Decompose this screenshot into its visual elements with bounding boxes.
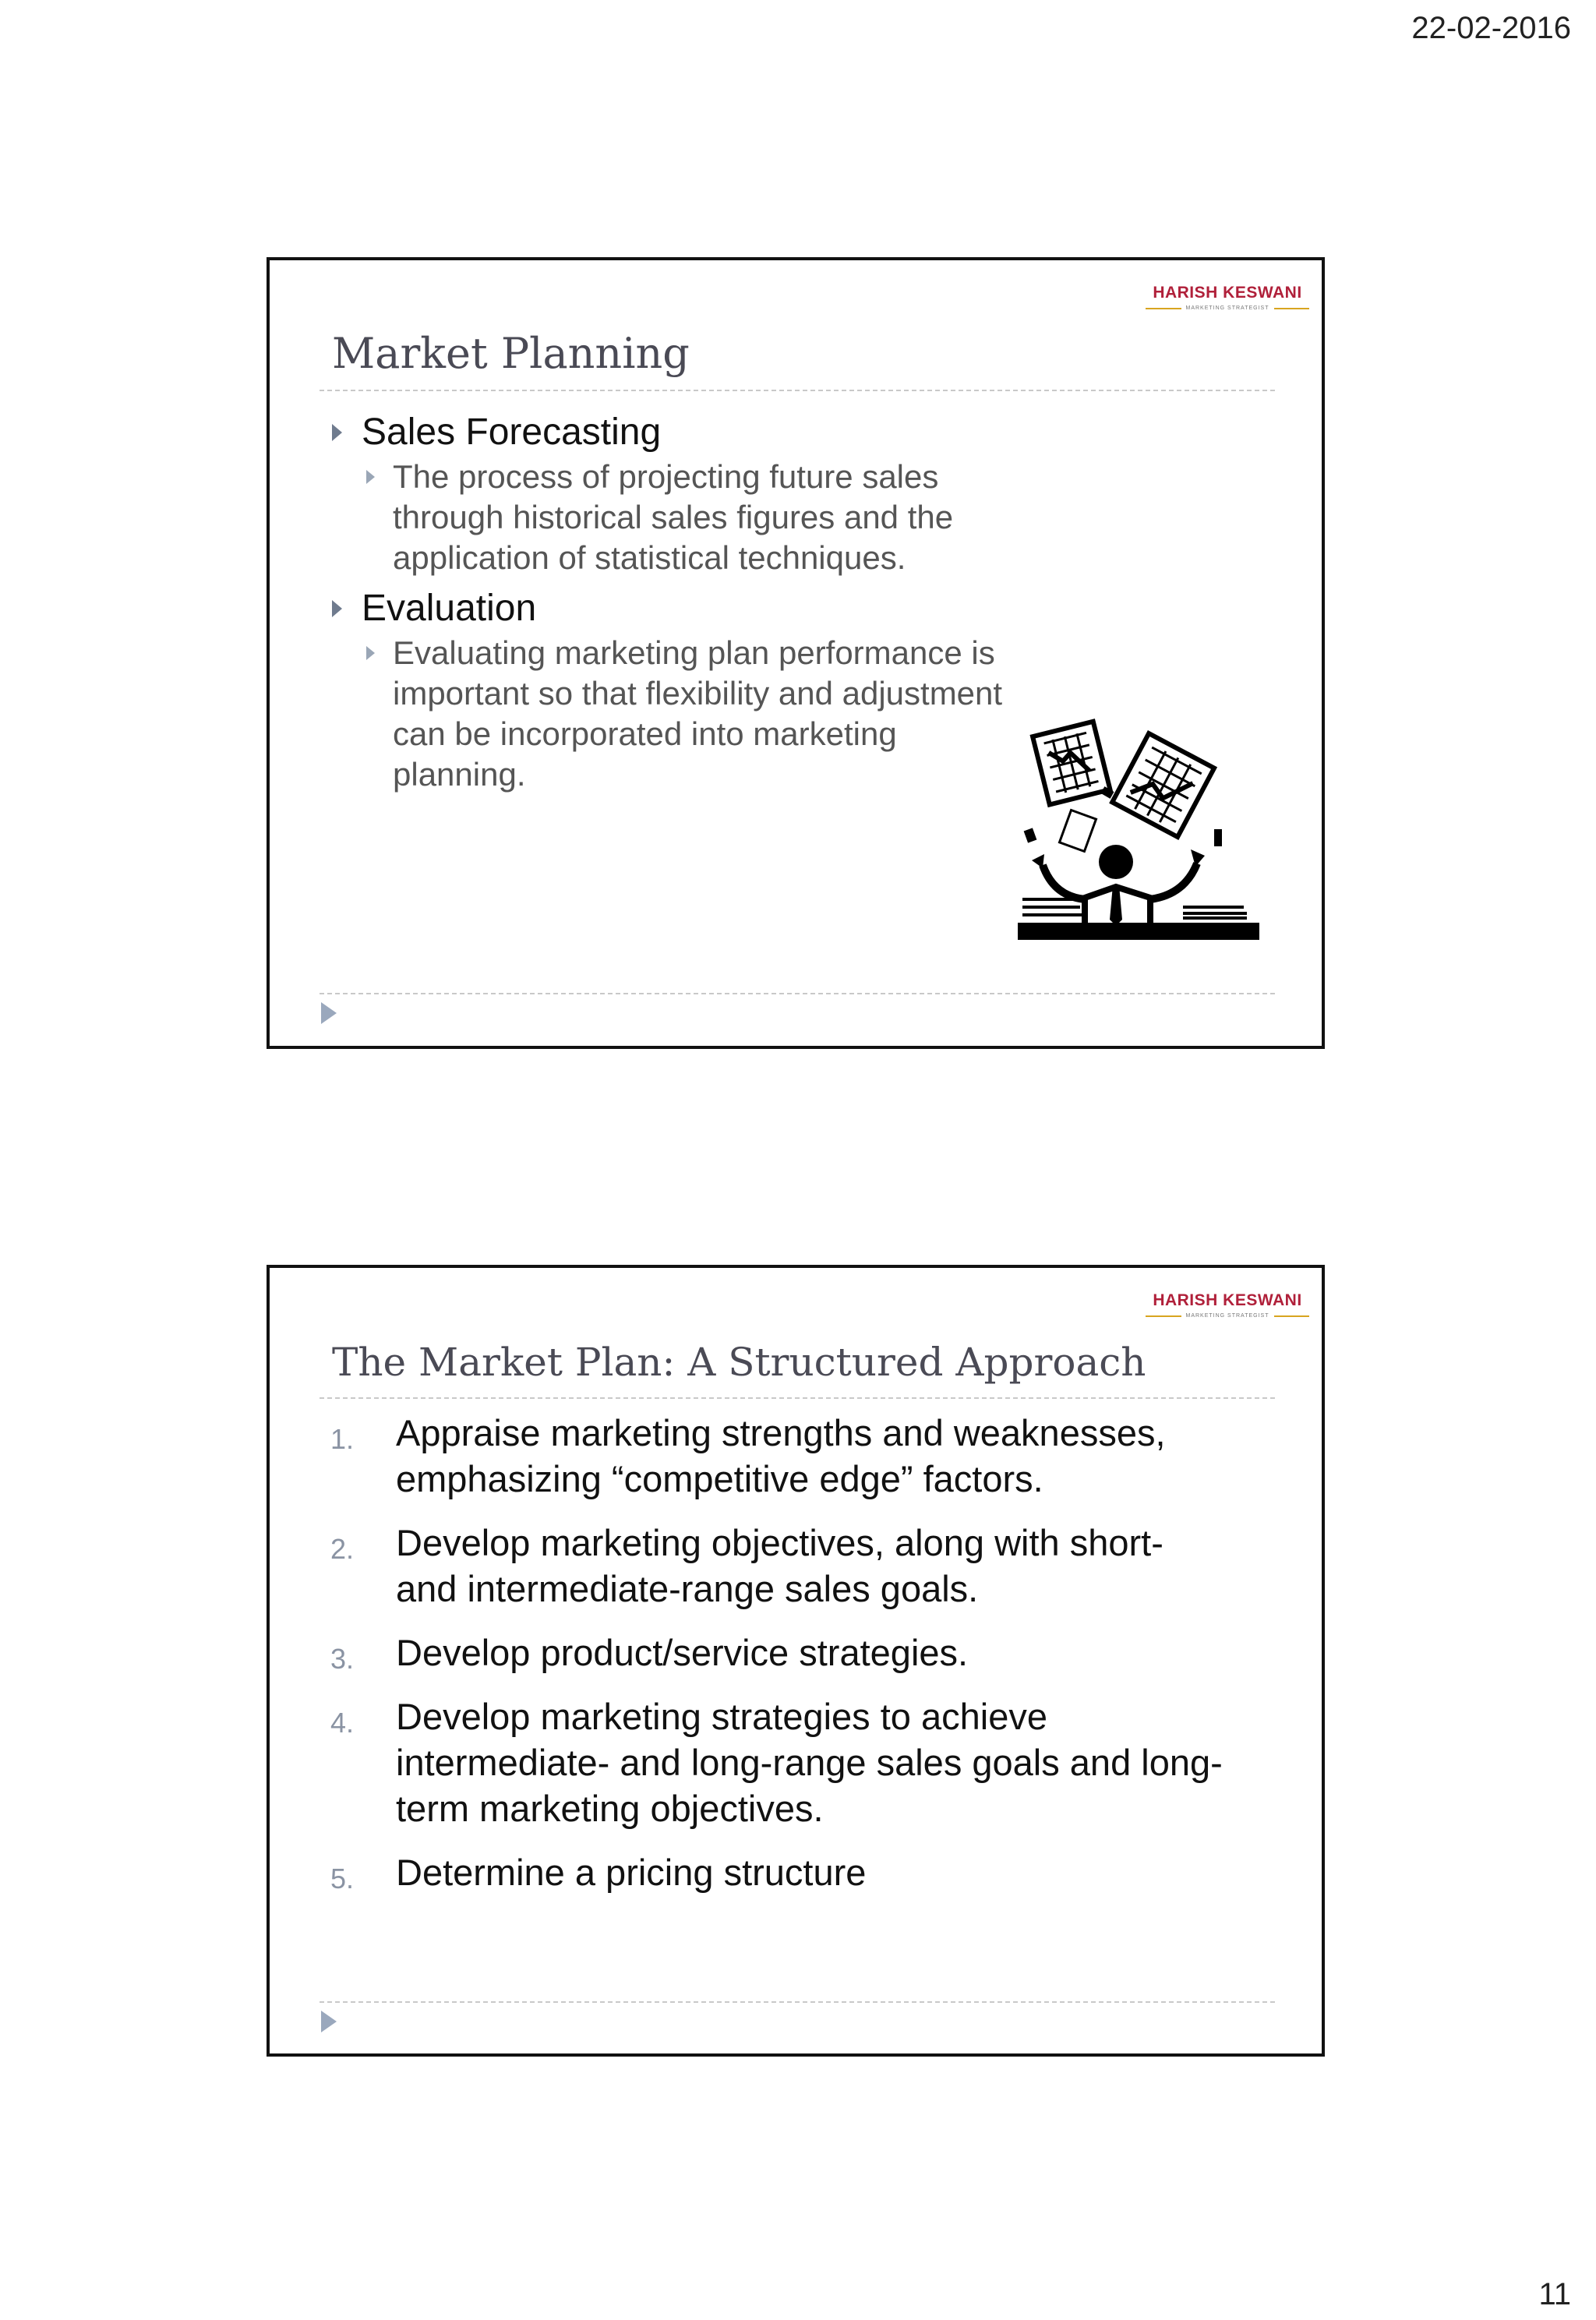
sub-bullet-item — [330, 457, 1016, 578]
bullet-triangle-icon — [332, 600, 342, 617]
list-text-line: Develop product/service strategies. — [396, 1632, 969, 1673]
slide-title: Market Planning — [332, 329, 690, 378]
numbered-list — [330, 1410, 1266, 1913]
brand-name: HARISH KESWANI — [1153, 284, 1302, 302]
bullet-triangle-icon — [332, 424, 342, 441]
list-number: 5. — [330, 1863, 355, 1894]
list-item — [330, 1693, 1266, 1831]
sub-bullet-item — [330, 633, 1016, 795]
list-item — [330, 1849, 1266, 1895]
list-text-line: intermediate- and long-range sales goals and long- — [396, 1742, 1223, 1783]
brand-rule — [1146, 308, 1181, 309]
list-text-line: Develop marketing strategies to achieve — [396, 1696, 1047, 1737]
slide-title: The Market Plan: A Structured Approach — [332, 1340, 1146, 1385]
sub-bullet-text: Evaluating marketing plan performance is important so that flexibility and adjustment can be incorporated into marketing planning. — [393, 634, 1003, 793]
list-text-line: Appraise marketing strengths and weaknesses, — [396, 1412, 1166, 1453]
list-number: 1. — [330, 1423, 355, 1455]
brand-tagline: MARKETING STRATEGIST — [1185, 305, 1269, 311]
sub-bullet-triangle-icon — [366, 470, 375, 484]
list-text-line: Develop marketing objectives, along with short- — [396, 1522, 1163, 1563]
brand-rule — [1274, 1315, 1310, 1317]
sub-bullet-text: The process of projecting future sales through historical sales figures and the application of statistical techniques. — [393, 458, 954, 576]
page-date: 22-02-2016 — [1411, 11, 1571, 45]
bullet-heading: Sales Forecasting — [362, 411, 662, 453]
list-text-line: and intermediate-range sales goals. — [396, 1568, 979, 1609]
list-item — [330, 1410, 1266, 1502]
bullet-heading: Evaluation — [362, 588, 537, 629]
list-text-line: term marketing objectives. — [396, 1788, 824, 1829]
list-text-line: Determine a pricing structure — [396, 1852, 867, 1893]
list-number: 4. — [330, 1707, 355, 1739]
brand-logo — [1146, 284, 1309, 311]
bullet-list — [330, 404, 1016, 803]
title-divider — [320, 1397, 1275, 1399]
page-number: 11 — [1538, 2277, 1571, 2311]
brand-name: HARISH KESWANI — [1153, 1291, 1302, 1309]
slide-market-planning — [267, 257, 1325, 1049]
brand-rule — [1146, 1315, 1181, 1317]
list-number: 3. — [330, 1643, 355, 1675]
list-number: 2. — [330, 1533, 355, 1565]
list-item — [330, 1630, 1266, 1676]
brand-rule — [1274, 308, 1310, 309]
list-text-line: emphasizing “competitive edge” factors. — [396, 1458, 1043, 1499]
corner-triangle-icon — [321, 2011, 337, 2032]
person-juggling-charts-icon — [1010, 712, 1275, 946]
corner-triangle-icon — [321, 1002, 337, 1024]
sub-bullet-triangle-icon — [366, 646, 375, 660]
footer-divider — [320, 2001, 1275, 2003]
footer-divider — [320, 993, 1275, 994]
bullet-item — [330, 586, 1016, 631]
bullet-item — [330, 410, 1016, 455]
slide-market-plan-structured — [267, 1265, 1325, 2057]
title-divider — [320, 390, 1275, 391]
brand-tagline: MARKETING STRATEGIST — [1185, 1313, 1269, 1319]
brand-logo — [1146, 1291, 1309, 1319]
list-item — [330, 1520, 1266, 1612]
